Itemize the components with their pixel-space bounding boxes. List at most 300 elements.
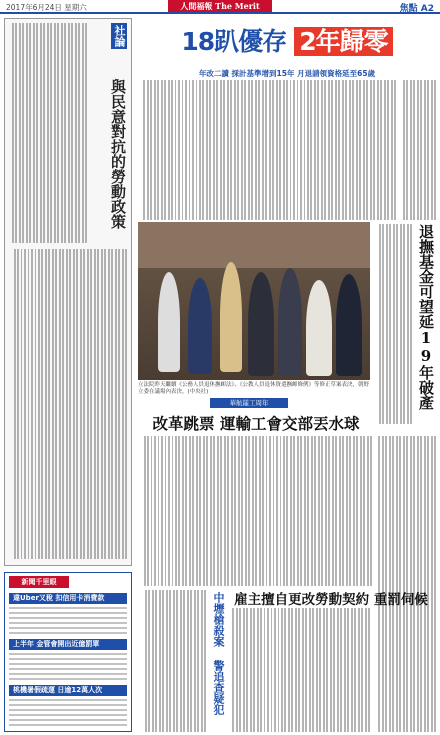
text-line	[182, 80, 184, 220]
mid-story-title: 改革跳票 運輸工會交部丟水球	[152, 414, 360, 433]
text-line	[12, 23, 14, 243]
text-line	[321, 80, 323, 220]
text-line	[297, 436, 299, 586]
text-line	[220, 436, 222, 586]
text-line	[276, 80, 278, 220]
text-line	[389, 224, 391, 424]
text-line	[90, 249, 92, 559]
text-line	[361, 608, 363, 732]
news-brief-text	[9, 653, 127, 683]
text-line	[94, 249, 96, 559]
text-line	[396, 224, 398, 424]
photo-caption: 立法院昨天繼續《公務人員退休撫卹法》、《公教人員退休資遣撫卹條例》等修正草案表決，朝野立委在議場內表決。(中央社)	[138, 382, 370, 395]
lead-story-side-body	[400, 80, 436, 220]
text-line	[183, 590, 185, 732]
issue-date: 2017年6月24日 星期六	[6, 3, 87, 12]
text-line	[406, 436, 408, 732]
text-line	[271, 608, 273, 732]
text-line	[276, 436, 278, 586]
text-line	[427, 436, 429, 732]
text-line	[257, 608, 259, 732]
text-line	[259, 436, 261, 586]
text-line	[199, 436, 201, 586]
text-line	[213, 80, 215, 220]
text-line	[231, 436, 233, 586]
text-line	[206, 80, 208, 220]
text-line	[298, 608, 300, 732]
photo-figure	[306, 280, 332, 376]
text-line	[189, 436, 191, 586]
text-line	[175, 80, 177, 220]
text-line	[280, 436, 282, 586]
text-line	[413, 436, 415, 732]
main-headline	[138, 18, 436, 62]
text-line	[168, 80, 170, 220]
photo-figure	[188, 278, 212, 374]
text-line	[251, 80, 253, 220]
text-line	[192, 436, 194, 586]
text-line	[21, 249, 23, 559]
text-line	[152, 590, 154, 732]
text-line	[431, 436, 433, 732]
masthead	[0, 0, 440, 14]
text-line	[71, 23, 73, 243]
text-line	[237, 80, 239, 220]
text-line	[101, 249, 103, 559]
text-line	[155, 590, 157, 732]
text-line	[297, 80, 299, 220]
text-line	[330, 608, 332, 732]
news-brief-header: 新聞千里眼	[9, 576, 69, 588]
text-line	[83, 249, 85, 559]
text-line	[159, 590, 161, 732]
text-line	[194, 590, 196, 732]
text-line	[345, 80, 347, 220]
text-line	[340, 608, 342, 732]
text-line	[55, 249, 57, 559]
news-brief-text	[9, 607, 127, 637]
text-line	[203, 436, 205, 586]
text-line	[213, 436, 215, 586]
text-line	[417, 80, 419, 220]
text-line	[335, 80, 337, 220]
text-line	[50, 23, 52, 243]
text-line	[290, 436, 292, 586]
bottom-left-body	[140, 590, 206, 732]
text-line	[304, 80, 306, 220]
text-line	[267, 608, 269, 732]
photo-figure	[220, 262, 242, 372]
text-line	[255, 436, 257, 586]
text-line	[122, 249, 124, 559]
text-line	[48, 249, 50, 559]
text-line	[258, 80, 260, 220]
text-line	[216, 80, 218, 220]
text-line	[406, 80, 408, 220]
text-line	[85, 23, 87, 243]
news-brief-item: 違Uber又稅 扣信用卡消費款	[9, 593, 127, 604]
text-line	[104, 249, 106, 559]
text-line	[323, 608, 325, 732]
text-line	[338, 80, 340, 220]
text-line	[286, 436, 288, 586]
text-line	[410, 436, 412, 732]
text-line	[224, 436, 226, 586]
text-line	[363, 436, 365, 586]
text-line	[144, 436, 146, 586]
text-line	[339, 436, 341, 586]
text-line	[279, 80, 281, 220]
text-line	[165, 436, 167, 586]
page-section: 焦點 A2	[399, 4, 434, 14]
text-line	[248, 80, 250, 220]
text-line	[293, 436, 295, 586]
text-line	[344, 608, 346, 732]
text-line	[68, 23, 70, 243]
text-line	[76, 249, 78, 559]
text-line	[125, 249, 127, 559]
text-line	[295, 608, 297, 732]
text-line	[359, 80, 361, 220]
text-line	[234, 436, 236, 586]
text-line	[431, 80, 433, 220]
text-line	[373, 80, 375, 220]
text-line	[227, 80, 229, 220]
text-line	[351, 608, 353, 732]
text-line	[380, 80, 382, 220]
text-line	[38, 249, 40, 559]
text-line	[40, 23, 42, 243]
editorial-body-top	[9, 23, 87, 243]
text-line	[199, 80, 201, 220]
text-line	[148, 590, 150, 732]
text-line	[417, 436, 419, 732]
text-line	[154, 80, 156, 220]
text-line	[19, 23, 21, 243]
text-line	[252, 436, 254, 586]
text-line	[115, 249, 117, 559]
text-line	[244, 80, 246, 220]
text-line	[349, 80, 351, 220]
text-line	[14, 249, 16, 559]
text-line	[206, 436, 208, 586]
text-line	[147, 436, 149, 586]
text-line	[187, 590, 189, 732]
text-line	[378, 436, 380, 732]
text-line	[241, 436, 243, 586]
text-line	[22, 23, 24, 243]
text-line	[346, 436, 348, 586]
text-line	[314, 80, 316, 220]
text-line	[427, 80, 429, 220]
text-line	[43, 23, 45, 243]
text-line	[333, 608, 335, 732]
text-line	[331, 80, 333, 220]
text-line	[379, 224, 381, 424]
text-line	[337, 608, 339, 732]
text-line	[358, 608, 360, 732]
text-line	[319, 608, 321, 732]
news-brief-box	[4, 572, 132, 732]
text-line	[36, 23, 38, 243]
text-line	[210, 436, 212, 586]
text-line	[410, 224, 412, 424]
text-line	[189, 80, 191, 220]
text-line	[17, 249, 19, 559]
text-line	[382, 436, 384, 732]
text-line	[209, 80, 211, 220]
text-line	[28, 249, 30, 559]
text-line	[250, 608, 252, 732]
text-line	[62, 249, 64, 559]
text-line	[158, 436, 160, 586]
text-line	[178, 436, 180, 586]
text-line	[394, 80, 396, 220]
news-brief-item: 桃機暑假疏運 日逾12萬人次	[9, 685, 127, 696]
text-line	[370, 80, 372, 220]
text-line	[82, 23, 84, 243]
text-line	[272, 80, 274, 220]
text-line	[61, 23, 63, 243]
text-line	[304, 436, 306, 586]
text-line	[241, 80, 243, 220]
text-line	[24, 249, 26, 559]
text-line	[236, 608, 238, 732]
text-line	[87, 249, 89, 559]
text-line	[342, 436, 344, 586]
text-line	[192, 80, 194, 220]
text-line	[157, 80, 159, 220]
text-line	[310, 80, 312, 220]
text-line	[161, 80, 163, 220]
text-line	[197, 590, 199, 732]
text-line	[245, 436, 247, 586]
text-line	[223, 80, 225, 220]
editorial-column	[4, 18, 132, 566]
text-line	[274, 608, 276, 732]
text-line	[176, 590, 178, 732]
text-line	[356, 80, 358, 220]
text-line	[393, 224, 395, 424]
text-line	[15, 23, 17, 243]
text-line	[45, 249, 47, 559]
text-line	[47, 23, 49, 243]
text-line	[108, 249, 110, 559]
text-line	[424, 80, 426, 220]
photo-background	[138, 222, 370, 268]
text-line	[260, 608, 262, 732]
text-line	[410, 80, 412, 220]
text-line	[302, 608, 304, 732]
editorial-tag: 社論	[113, 25, 126, 47]
text-line	[238, 436, 240, 586]
text-line	[318, 436, 320, 586]
text-line	[324, 80, 326, 220]
text-line	[356, 436, 358, 586]
text-line	[145, 590, 147, 732]
text-line	[41, 249, 43, 559]
photo-figure	[248, 272, 274, 376]
text-line	[314, 436, 316, 586]
text-line	[368, 608, 370, 732]
text-line	[360, 436, 362, 586]
text-line	[384, 80, 386, 220]
text-line	[73, 249, 75, 559]
text-line	[290, 80, 292, 220]
bottom-side-title: 中壢槍殺案 警追查疑犯	[212, 592, 225, 715]
text-line	[266, 436, 268, 586]
text-line	[57, 23, 59, 243]
text-line	[385, 436, 387, 732]
text-line	[354, 608, 356, 732]
text-line	[232, 608, 234, 732]
newspaper-logo: 人間福報 The Merit	[168, 0, 272, 12]
text-line	[396, 436, 398, 732]
text-line	[386, 224, 388, 424]
side-story	[374, 222, 436, 432]
text-line	[239, 608, 241, 732]
text-line	[434, 436, 436, 732]
text-line	[403, 436, 405, 732]
text-line	[321, 436, 323, 586]
text-line	[403, 80, 405, 220]
text-line	[305, 608, 307, 732]
text-line	[328, 80, 330, 220]
text-line	[202, 80, 204, 220]
text-line	[363, 80, 365, 220]
text-line	[352, 80, 354, 220]
text-line	[353, 436, 355, 586]
text-line	[80, 249, 82, 559]
text-line	[291, 608, 293, 732]
text-line	[264, 608, 266, 732]
text-line	[26, 23, 28, 243]
text-line	[161, 436, 163, 586]
text-line	[227, 436, 229, 586]
text-line	[413, 80, 415, 220]
text-line	[178, 80, 180, 220]
text-line	[151, 436, 153, 586]
headline-subhead: 年改二讀 採計基準增到15年 月退請領資格延至65歲	[198, 69, 376, 78]
lead-story-body	[138, 80, 396, 220]
text-line	[97, 249, 99, 559]
text-line	[169, 590, 171, 732]
news-brief-item: 上半年 金管會開出近億罰單	[9, 639, 127, 650]
headline-part-1: 18趴優存	[181, 27, 287, 56]
text-line	[286, 80, 288, 220]
text-line	[349, 436, 351, 586]
text-line	[35, 249, 37, 559]
text-line	[204, 590, 206, 732]
text-line	[168, 436, 170, 586]
text-line	[182, 436, 184, 586]
text-line	[283, 436, 285, 586]
photo-figure	[336, 274, 362, 376]
text-line	[420, 436, 422, 732]
text-line	[317, 80, 319, 220]
text-line	[367, 436, 369, 586]
text-line	[201, 590, 203, 732]
text-line	[246, 608, 248, 732]
text-line	[307, 80, 309, 220]
side-story-title: 退撫基金可望延19年破產	[417, 224, 435, 410]
text-line	[31, 249, 33, 559]
photo-figure	[278, 268, 302, 376]
text-line	[300, 80, 302, 220]
photo-figure	[158, 272, 180, 372]
text-line	[234, 80, 236, 220]
bottom-story-body	[228, 608, 370, 732]
text-line	[262, 436, 264, 586]
text-line	[300, 436, 302, 586]
text-line	[312, 608, 314, 732]
text-line	[328, 436, 330, 586]
text-line	[391, 80, 393, 220]
text-line	[180, 590, 182, 732]
text-line	[164, 80, 166, 220]
text-line	[230, 80, 232, 220]
bottom-story-title: 雇主擅自更改勞動契約 重罰伺候	[234, 592, 428, 608]
text-line	[248, 436, 250, 586]
text-line	[171, 80, 173, 220]
mid-story-body	[140, 436, 372, 586]
text-line	[255, 80, 257, 220]
text-line	[407, 224, 409, 424]
text-line	[217, 436, 219, 586]
text-line	[283, 80, 285, 220]
text-line	[172, 436, 174, 586]
text-line	[75, 23, 77, 243]
text-line	[309, 608, 311, 732]
text-line	[196, 80, 198, 220]
text-line	[29, 23, 31, 243]
text-line	[311, 436, 313, 586]
text-line	[269, 80, 271, 220]
text-line	[143, 80, 145, 220]
news-brief-text	[9, 699, 127, 729]
text-line	[118, 249, 120, 559]
editorial-body-bottom	[9, 249, 127, 559]
text-line	[288, 608, 290, 732]
text-line	[392, 436, 394, 732]
text-line	[166, 590, 168, 732]
text-line	[175, 436, 177, 586]
text-line	[262, 80, 264, 220]
text-line	[147, 80, 149, 220]
text-line	[173, 590, 175, 732]
text-line	[243, 608, 245, 732]
text-line	[332, 436, 334, 586]
text-line	[284, 608, 286, 732]
text-line	[253, 608, 255, 732]
text-line	[424, 436, 426, 732]
text-line	[69, 249, 71, 559]
text-line	[325, 436, 327, 586]
text-line	[342, 80, 344, 220]
text-line	[220, 80, 222, 220]
text-line	[420, 80, 422, 220]
text-line	[59, 249, 61, 559]
text-line	[52, 249, 54, 559]
text-line	[190, 590, 192, 732]
text-line	[293, 80, 295, 220]
text-line	[347, 608, 349, 732]
headline-part-2: 2年歸零	[294, 27, 392, 56]
text-line	[326, 608, 328, 732]
text-line	[185, 436, 187, 586]
text-line	[370, 436, 372, 586]
text-line	[111, 249, 113, 559]
